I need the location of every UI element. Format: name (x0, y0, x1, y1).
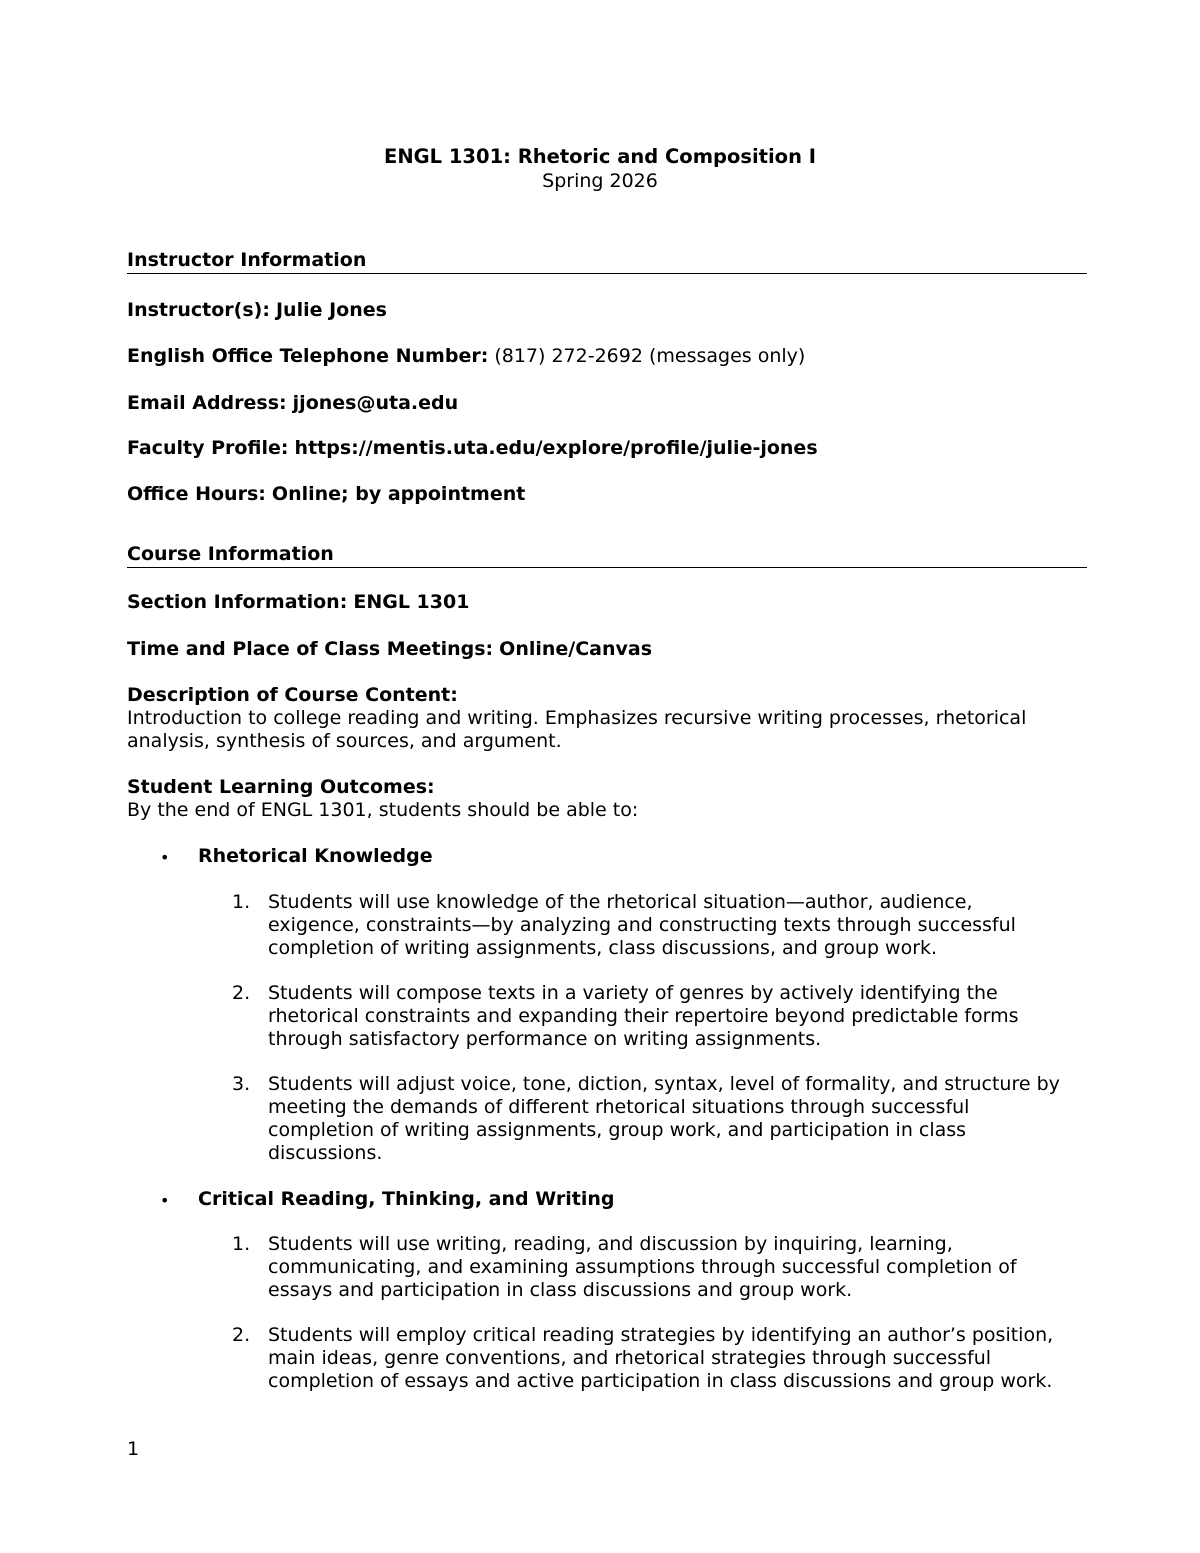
list-item-line: communicating, and examining assumptions through successful completion of (268, 1256, 1017, 1278)
list-item-line: exigence, constraints—by analyzing and constructing texts through successful (268, 914, 1016, 936)
section-info-value: ENGL 1301 (353, 591, 470, 613)
list-item-line: completion of writing assignments, group work, and participation in class (268, 1119, 967, 1141)
course-description-line: Introduction to college reading and writing. Emphasizes recursive writing processes, rhetorical (127, 707, 1027, 729)
course-section-heading: Course Information (127, 543, 1087, 568)
course-description (127, 684, 1087, 753)
list-item-number: 1. (232, 891, 251, 913)
instructor-section-heading: Instructor Information (127, 249, 1087, 274)
section-info-field (127, 591, 1087, 614)
outcome-group-label: Critical Reading, Thinking, and Writing (198, 1188, 615, 1210)
class-meetings-label: Time and Place of Class Meetings: (127, 638, 494, 660)
bullet-icon: • (160, 1191, 170, 1210)
list-item (268, 1324, 1098, 1393)
email-value: jjones@uta.edu (292, 392, 459, 414)
instructor-name-field (127, 299, 1087, 322)
faculty-profile-link[interactable]: https://mentis.uta.edu/explore/profile/julie-jones (294, 437, 818, 459)
email-label: Email Address: (127, 392, 287, 414)
list-item-line: Students will adjust voice, tone, diction, syntax, level of formality, and structure by (268, 1073, 1060, 1095)
list-item-line: meeting the demands of different rhetorical situations through successful (268, 1096, 970, 1118)
instructor-name-value: Julie Jones (275, 299, 387, 321)
list-item-number: 1. (232, 1233, 251, 1255)
course-description-label: Description of Course Content: (127, 684, 458, 706)
class-meetings-field (127, 638, 1087, 661)
list-item-line: main ideas, genre conventions, and rhetorical strategies through successful (268, 1347, 992, 1369)
learning-outcomes-intro (127, 776, 1087, 822)
instructor-name-label: Instructor(s): (127, 299, 270, 321)
learning-outcomes-label: Student Learning Outcomes: (127, 776, 435, 798)
list-item-line: rhetorical constraints and expanding their repertoire beyond predictable forms (268, 1005, 1019, 1027)
list-item-line: through satisfactory performance on writing assignments. (268, 1028, 822, 1050)
faculty-profile-label: Faculty Profile: (127, 437, 289, 459)
page-number: 1 (127, 1438, 140, 1460)
list-item-line: discussions. (268, 1142, 383, 1164)
list-item (268, 982, 1098, 1051)
office-hours-label: Office Hours: (127, 483, 266, 505)
learning-outcomes-intro-text: By the end of ENGL 1301, students should be able to: (127, 799, 639, 821)
list-item-line: essays and participation in class discussions and group work. (268, 1279, 853, 1301)
email-field (127, 392, 1087, 415)
list-item-line: completion of essays and active participation in class discussions and group work. (268, 1370, 1053, 1392)
phone-field (127, 345, 1087, 368)
office-hours-value: Online; by appointment (271, 483, 526, 505)
section-info-label: Section Information: (127, 591, 348, 613)
faculty-profile-field (127, 437, 1087, 460)
list-item-number: 2. (232, 1324, 251, 1346)
list-item-line: Students will employ critical reading strategies by identifying an author’s position, (268, 1324, 1054, 1346)
list-item (268, 891, 1098, 960)
phone-value: (817) 272-2692 (messages only) (494, 345, 806, 367)
list-item (268, 1233, 1098, 1302)
list-item-number: 2. (232, 982, 251, 1004)
list-item-line: completion of writing assignments, class discussions, and group work. (268, 937, 938, 959)
bullet-icon: • (160, 848, 170, 867)
list-item (268, 1073, 1098, 1165)
list-item-line: Students will use knowledge of the rhetorical situation—author, audience, (268, 891, 973, 913)
phone-label: English Office Telephone Number: (127, 345, 489, 367)
list-item-line: Students will use writing, reading, and discussion by inquiring, learning, (268, 1233, 953, 1255)
course-description-line: analysis, synthesis of sources, and argument. (127, 730, 562, 752)
list-item-line: Students will compose texts in a variety of genres by actively identifying the (268, 982, 998, 1004)
list-item-number: 3. (232, 1073, 251, 1095)
class-meetings-value: Online/Canvas (499, 638, 653, 660)
outcome-group-label: Rhetorical Knowledge (198, 845, 433, 867)
course-title: ENGL 1301: Rhetoric and Composition I (384, 145, 816, 168)
office-hours-field (127, 483, 1087, 506)
course-term: Spring 2026 (542, 170, 658, 192)
